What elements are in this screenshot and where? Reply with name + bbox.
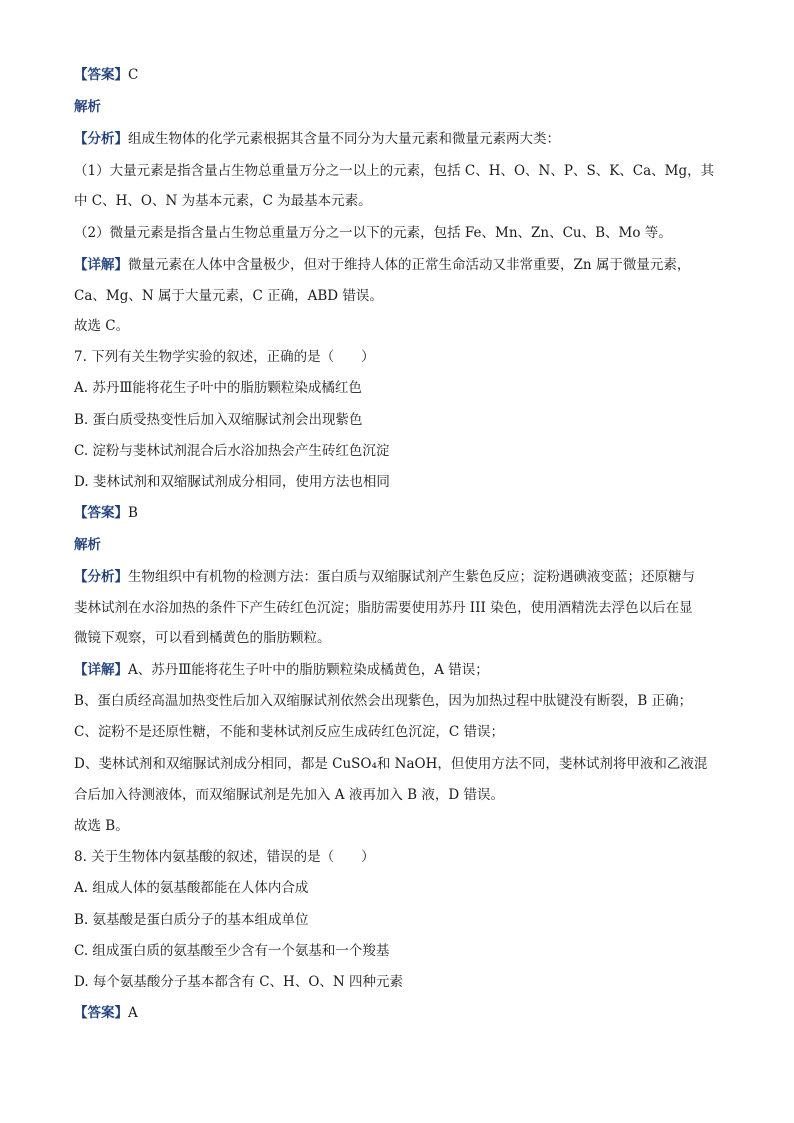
detail-label: 【详解】 (74, 257, 128, 273)
analysis-label: 【分析】 (74, 131, 128, 147)
analysis-text: 生物组织中有机物的检测方法：蛋白质与双缩脲试剂产生紫色反应；淀粉遇碘液变蓝；还原糖与 (128, 569, 695, 585)
answer-value: B (128, 505, 138, 521)
detail-text: A、苏丹Ⅲ能将花生子叶中的脂肪颗粒染成橘黄色，A 错误； (128, 662, 489, 678)
q7-analysis-line1 (74, 567, 695, 587)
answer-label: 【答案】 (74, 505, 128, 521)
q6-point1-line1: （1）大量元素是指含量占生物总重量万分之一以上的元素，包括 C、H、O、N、P、S、K、Ca、Mg，其 (74, 163, 715, 179)
q6-jiexi-heading: 解析 (74, 99, 101, 115)
q7-option-c: C. 淀粉与斐林试剂混合后水浴加热会产生砖红色沉淀 (74, 443, 390, 459)
q8-option-b: B. 氨基酸是蛋白质分子的基本组成单位 (74, 912, 309, 928)
q7-stem: 7. 下列有关生物学实验的叙述，正确的是（ ） (74, 349, 375, 365)
q7-detail-line2: B、蛋白质经高温加热变性后加入双缩脲试剂依然会出现紫色，因为加热过程中肽键没有断裂，B 正确； (74, 693, 693, 709)
q8-option-a: A. 组成人体的氨基酸都能在人体内合成 (74, 880, 309, 896)
q7-analysis-line3: 微镜下观察，可以看到橘黄色的脂肪颗粒。 (74, 630, 331, 646)
analysis-label: 【分析】 (74, 569, 128, 585)
answer-label: 【答案】 (74, 67, 128, 83)
detail-text: 微量元素在人体中含量极少，但对于维持人体的正常生命活动又非常重要，Zn 属于微量元素， (128, 257, 691, 273)
q7-detail-line3: C、淀粉不是还原性糖，不能和斐林试剂反应生成砖红色沉淀，C 错误； (74, 724, 504, 740)
q6-answer (74, 65, 138, 85)
q7-option-a: A. 苏丹Ⅲ能将花生子叶中的脂肪颗粒染成橘红色 (74, 380, 362, 396)
q7-option-d: D. 斐林试剂和双缩脲试剂成分相同，使用方法也相同 (74, 474, 390, 490)
q8-answer (74, 1003, 138, 1023)
q6-point2: （2）微量元素是指含量占生物总重量万分之一以下的元素，包括 Fe、Mn、Zn、Cu、B、Mo 等。 (74, 225, 672, 241)
answer-value: A (128, 1005, 138, 1021)
q7-detail-line1 (74, 660, 489, 680)
q7-answer (74, 503, 138, 523)
q6-detail-line1 (74, 255, 690, 275)
analysis-text: 组成生物体的化学元素根据其含量不同分为大量元素和微量元素两大类： (128, 131, 560, 147)
detail-label: 【详解】 (74, 662, 128, 678)
q7-jiexi-heading: 解析 (74, 537, 101, 553)
q8-stem: 8. 关于生物体内氨基酸的叙述，错误的是（ ） (74, 849, 375, 865)
q6-detail-line2: Ca、Mg、N 属于大量元素，C 正确，ABD 错误。 (74, 288, 383, 304)
q8-option-d: D. 每个氨基酸分子基本都含有 C、H、O、N 四种元素 (74, 974, 403, 990)
q6-point1-line2: 中 C、H、O、N 为基本元素，C 为最基本元素。 (74, 193, 372, 209)
q6-conclusion: 故选 C。 (74, 318, 130, 334)
q7-conclusion: 故选 B。 (74, 818, 129, 834)
q7-detail-line5: 合后加入待测液体，而双缩脲试剂是先加入 A 液再加入 B 液，D 错误。 (74, 787, 504, 803)
answer-label: 【答案】 (74, 1005, 128, 1021)
q7-option-b: B. 蛋白质受热变性后加入双缩脲试剂会出现紫色 (74, 412, 363, 428)
q7-detail-line4: D、斐林试剂和双缩脲试剂成分相同，都是 CuSO₄和 NaOH，但使用方法不同，斐林试剂将甲液和乙液混 (74, 756, 708, 772)
q7-analysis-line2: 斐林试剂在水浴加热的条件下产生砖红色沉淀；脂肪需要使用苏丹 III 染色，使用酒精洗去浮色以后在显 (74, 600, 693, 616)
q8-option-c: C. 组成蛋白质的氨基酸至少含有一个氨基和一个羧基 (74, 943, 390, 959)
q6-analysis (74, 129, 560, 149)
answer-value: C (128, 67, 139, 83)
